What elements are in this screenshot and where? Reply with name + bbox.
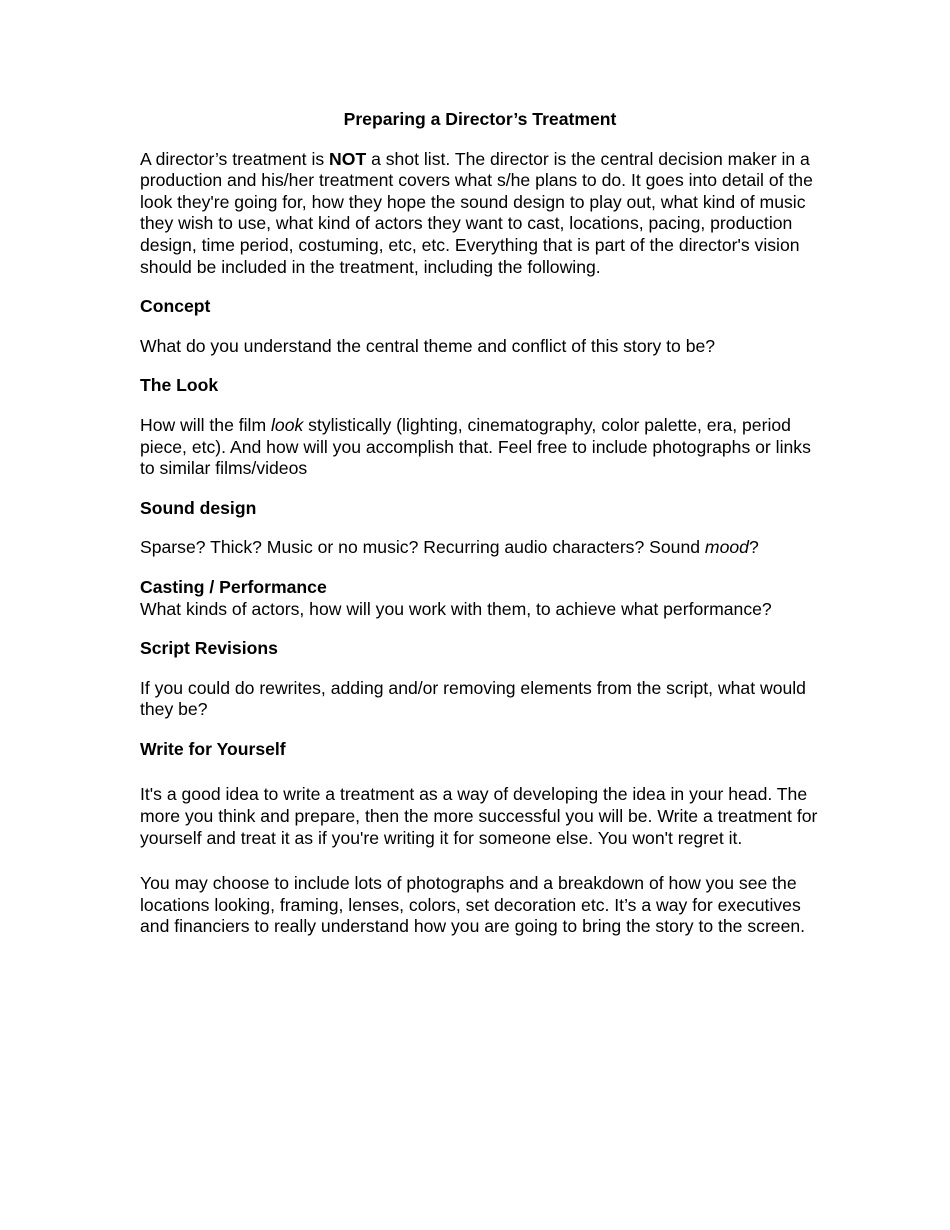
sound-body — [140, 537, 820, 559]
heading-script-revisions: Script Revisions — [140, 638, 278, 659]
intro-bold-not: NOT — [329, 148, 367, 169]
sound-body-start: Sparse? Thick? Music or no music? Recurring audio characters? Sound — [140, 537, 705, 558]
heading-casting-performance: Casting / Performance — [140, 576, 327, 597]
look-body-start: How will the film — [140, 414, 271, 435]
script-body: If you could do rewrites, adding and/or removing elements from the script, what would they be? — [140, 677, 806, 720]
sound-italic-mood: mood — [704, 537, 749, 558]
intro-text-start: A director’s treatment is — [140, 148, 330, 169]
look-body — [140, 415, 820, 480]
write-body-2: You may choose to include lots of photographs and a breakdown of how you see the locations looking, framing, lenses, colors, set decoration etc. It’s a way for executives and financiers to really understand how you are going to bring the story to the screen. — [140, 873, 806, 937]
casting-body: What kinds of actors, how will you work with them, to achieve what performance? — [140, 598, 772, 619]
heading-the-look: The Look — [140, 375, 219, 396]
intro-text-rest: a shot list. The director is the central decision maker in a production and his/her treatment covers what s/he plans to do. It goes into detail of the look they're going for, how they hope the sound design to play out, what kind of music they wish to use, what kind of actors they want to cast, locations, pacing, production design, time period, costuming, etc, etc. Everything that is part of the director's vision should be included in the treatment, including the following. — [140, 148, 813, 277]
look-italic: look — [271, 414, 304, 435]
heading-sound-design: Sound design — [140, 497, 257, 518]
write-body-1: It's a good idea to write a treatment as a way of developing the idea in your head. The more you think and prepare, then the more successful you will be. Write a treatment for yourself and treat it as if you're writing it for someone else. You won't regret it. — [140, 784, 818, 848]
heading-write-for-yourself: Write for Yourself — [140, 738, 286, 759]
document-title: Preparing a Director’s Treatment — [343, 109, 617, 129]
concept-body: What do you understand the central theme and conflict of this story to be? — [140, 335, 716, 356]
sound-body-end: ? — [748, 537, 759, 558]
look-body-rest: stylistically (lighting, cinematography, color palette, era, period piece, etc). And how will you accomplish that. Feel free to include photographs or links to similar films/videos — [140, 414, 811, 479]
heading-concept: Concept — [140, 296, 211, 317]
document-page — [140, 109, 820, 938]
intro-paragraph — [140, 149, 820, 279]
